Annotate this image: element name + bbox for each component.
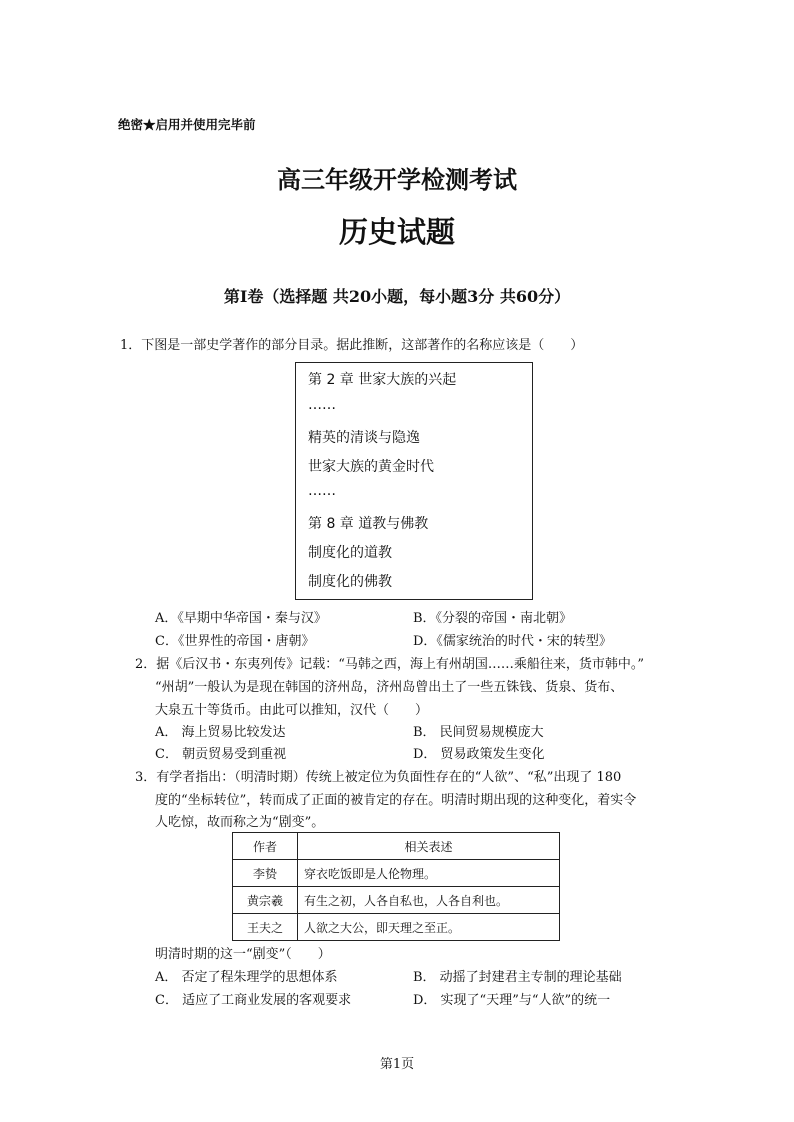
table-cell-statement: 人欲之大公，即天理之至正。 xyxy=(298,914,560,941)
toc-line: 第 8 章 道教与佛教 xyxy=(308,516,429,532)
question-3-line: 3．有学者指出：（明清时期）传统上被定位为负面性存在的“人欲”、“私”出现了 180 xyxy=(135,770,622,785)
q3-option-c: C． 适应了工商业发展的客观要求 xyxy=(155,993,352,1008)
table-cell-author: 王夫之 xyxy=(233,914,298,941)
confidential-mark: 绝密★启用并使用完毕前 xyxy=(118,117,256,132)
table-header-row xyxy=(233,833,560,860)
q2-option-b: B． 民间贸易规模庞大 xyxy=(413,725,544,740)
section-heading: 第Ⅰ卷（选择题 共20小题，每小题3分 共60分） xyxy=(223,287,571,306)
question-3-line: 度的“坐标转位”，转而成了正面的被肯定的存在。明清时期出现的这种变化，着实令 xyxy=(155,793,637,808)
q1-option-c: C．《世界性的帝国・唐朝》 xyxy=(155,634,315,649)
q1-option-a: A．《早期中华帝国・秦与汉》 xyxy=(155,611,327,626)
toc-line: 制度化的佛教 xyxy=(308,574,392,590)
q2-option-d: D． 贸易政策发生变化 xyxy=(413,747,545,762)
q1-option-d: D．《儒家统治的时代・宋的转型》 xyxy=(413,634,612,649)
table-cell-statement: 穿衣吃饭即是人伦物理。 xyxy=(298,860,560,887)
toc-line: …… xyxy=(308,397,336,413)
toc-line: …… xyxy=(308,483,336,499)
question-3-line: 人吃惊，故而称之为“剧变”。 xyxy=(155,815,325,830)
q2-option-a: A． 海上贸易比较发达 xyxy=(155,725,286,740)
exam-title: 高三年级开学检测考试 xyxy=(277,165,517,194)
table-row xyxy=(233,887,560,914)
table-header-author: 作者 xyxy=(233,833,298,860)
subject-title: 历史试题 xyxy=(338,215,455,249)
q3-option-d: D． 实现了“天理”与“人欲”的统一 xyxy=(413,993,611,1008)
table-of-contents-box xyxy=(295,362,533,600)
question-3-ask: 明清时期的这一“剧变”（ ） xyxy=(155,947,331,962)
toc-line: 世家大族的黄金时代 xyxy=(308,459,434,475)
page-number: 第1页 xyxy=(379,1057,415,1072)
table-cell-author: 李贽 xyxy=(233,860,298,887)
q3-option-b: B． 动摇了封建君主专制的理论基础 xyxy=(413,970,622,985)
table-row xyxy=(233,860,560,887)
q1-option-b: B．《分裂的帝国・南北朝》 xyxy=(413,611,573,626)
table-header-statement: 相关表述 xyxy=(298,833,560,860)
question-1-stem: 1．下图是一部史学著作的部分目录。据此推断，这部著作的名称应该是（ ） xyxy=(120,338,584,353)
q2-option-c: C． 朝贡贸易受到重视 xyxy=(155,747,287,762)
question-2-line: “州胡”一般认为是现在韩国的济州岛，济州岛曾出土了一些五铢钱、货泉、货布、 xyxy=(155,680,624,695)
table-cell-author: 黄宗羲 xyxy=(233,887,298,914)
toc-line: 第 2 章 世家大族的兴起 xyxy=(308,372,457,388)
table-row xyxy=(233,914,560,941)
question-2-line: 大泉五十等货币。由此可以推知，汉代（ ） xyxy=(155,703,429,718)
toc-line: 制度化的道教 xyxy=(308,545,392,561)
thought-quotes-table xyxy=(232,832,560,941)
question-2-line: 2．据《后汉书・东夷列传》记载：“马韩之西，海上有州胡国……乘船往来，货市韩中。” xyxy=(135,657,645,672)
toc-line: 精英的清谈与隐逸 xyxy=(308,430,420,446)
q3-option-a: A． 否定了程朱理学的思想体系 xyxy=(155,970,338,985)
table-cell-statement: 有生之初，人各自私也，人各自利也。 xyxy=(298,887,560,914)
